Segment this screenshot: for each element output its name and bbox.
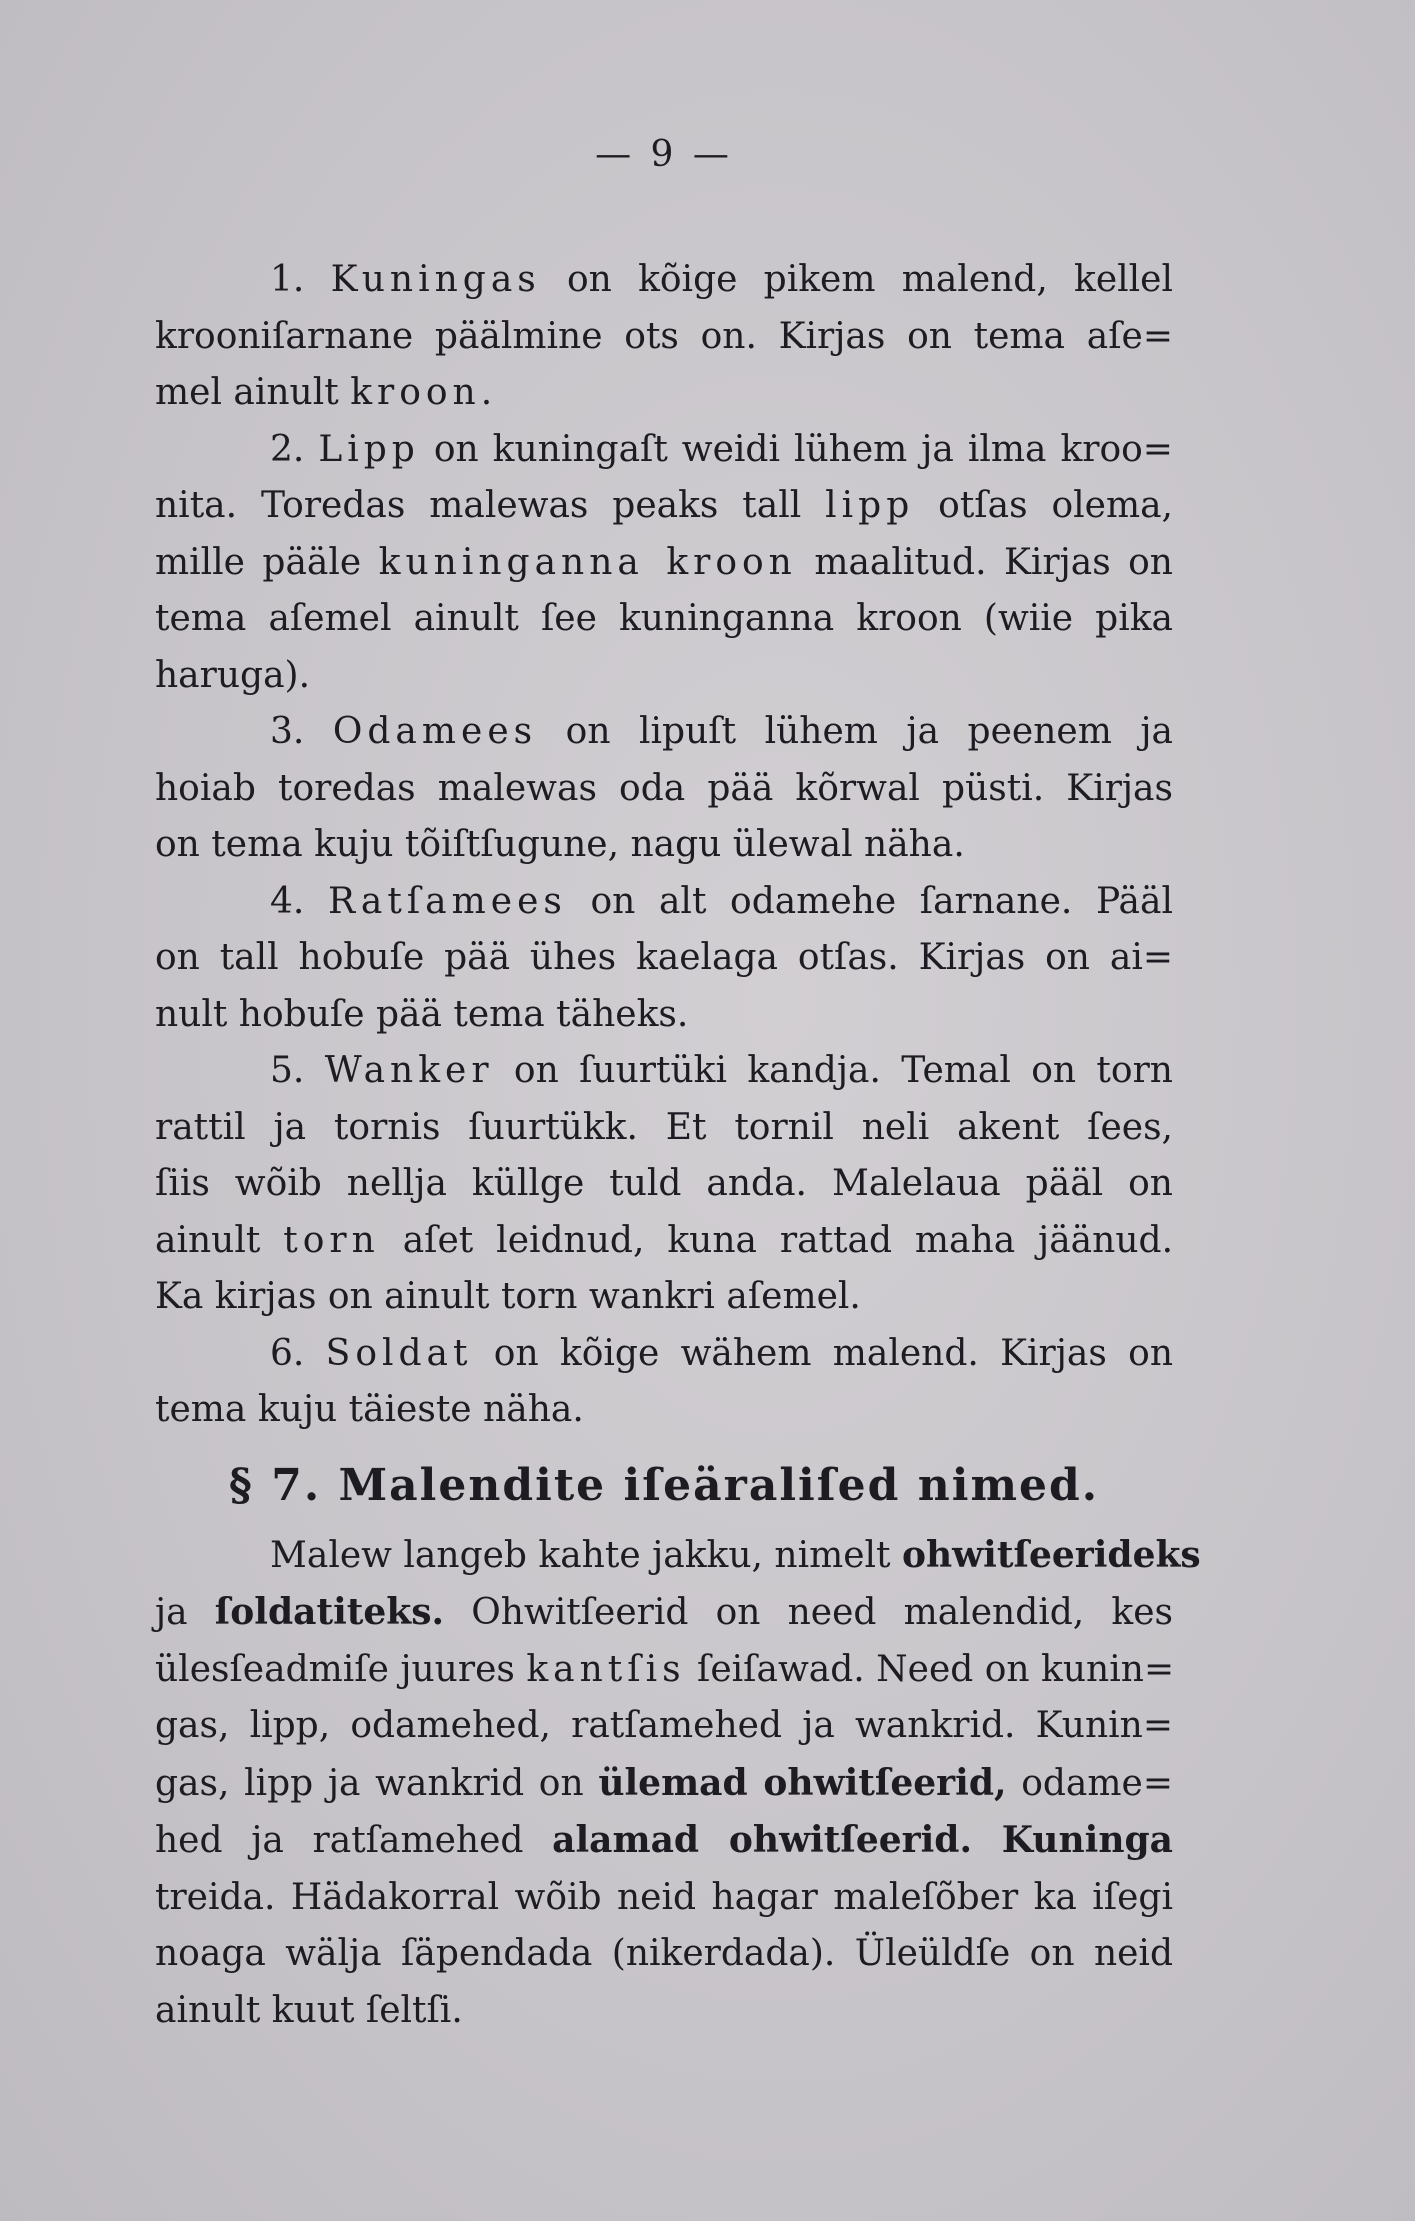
- term-ulemad-ohwitseerid: ülemad ohwitſeerid,: [598, 1761, 1007, 1804]
- term-ohwitseerideks: ohwitſeerideks: [901, 1533, 1201, 1576]
- paragraph-odamees: [155, 704, 1173, 874]
- text-line: Ka kirjas on ainult torn wankri aſemel.: [155, 1276, 861, 1317]
- paragraph-soldat: [155, 1326, 1173, 1439]
- text-line: ainult kuut ſeltſi.: [155, 1989, 463, 2031]
- text-line: noaga wälja ſäpendada (nikerdada). Üleüldſe on neid: [155, 1933, 1173, 1974]
- text-line: 6. Soldat on kõige wähem malend. Kirjas on: [270, 1332, 1173, 1374]
- term-alamad-ohwitseerid: alamad ohwitſeerid. Kuninga: [552, 1819, 1173, 1861]
- text-line: ja ſoldatiteks. Ohwitſeerid on need malendid, kes: [155, 1591, 1174, 1633]
- text-line: nult hobuſe pää tema täheks.: [155, 993, 689, 1035]
- paragraph-wanker: [155, 1043, 1173, 1326]
- text-line: treida. Hädakorral wõib neid hagar maleſõber ka iſegi: [155, 1876, 1173, 1918]
- text-line: on tema kuju tõiſtſugune, nagu ülewal näha.: [155, 824, 965, 865]
- text-line: hoiab toredas malewas oda pää kõrwal püsti. Kirjas: [155, 767, 1173, 809]
- text-line: 2. Lipp on kuningaſt weidi lühem ja ilma kroo=: [270, 428, 1173, 470]
- paragraph-ratsamees: [155, 874, 1173, 1044]
- text-line: on tall hobuſe pää ühes kaelaga otſas. Kirjas on ai=: [155, 937, 1173, 978]
- text-line: nita. Toredas malewas peaks tall lipp otſas olema,: [155, 485, 1173, 526]
- term-torn: torn: [283, 1219, 380, 1261]
- text-line: 5. Wanker on ſuurtüki kandja. Temal on torn: [270, 1050, 1173, 1091]
- paragraph-lipp: [155, 422, 1173, 705]
- term-kuninganna-kroon: kuninganna kroon: [378, 541, 797, 583]
- text-line: haruga).: [155, 654, 311, 696]
- term-kuningas: Kuningas: [330, 259, 541, 300]
- text-line: tema aſemel ainult ſee kuninganna kroon (wiie pika: [155, 598, 1173, 639]
- paragraph-section-7: [155, 1527, 1201, 2040]
- text-line: krooniſarnane päälmine ots on. Kirjas on tema aſe=: [155, 315, 1173, 357]
- text-line: 4. Ratſamees on alt odamehe ſarnane. Pääl: [270, 880, 1173, 922]
- term-ratsamees: Ratſamees: [327, 880, 567, 922]
- term-kantsis: kantſis: [526, 1648, 686, 1690]
- text-line: gas, lipp, odamehed, ratſamehed ja wankrid. Kunin=: [155, 1705, 1173, 1746]
- text-line: hed ja ratſamehed alamad ohwitſeerid. Kuninga: [155, 1819, 1173, 1861]
- text-line: ainult torn aſet leidnud, kuna rattad maha jäänud.: [155, 1219, 1174, 1261]
- text-line: mille pääle kuninganna kroon maalitud. Kirjas on: [155, 541, 1173, 583]
- text-line: tema kuju täieste näha.: [155, 1389, 584, 1430]
- term-soldatiteks: ſoldatiteks.: [214, 1591, 445, 1633]
- text-line: mel ainult kroon.: [155, 372, 498, 413]
- text-line: 1. Kuningas on kõige pikem malend, kellel: [270, 259, 1173, 300]
- text-line: 3. Odamees on lipuſt lühem ja peenem ja: [270, 711, 1173, 752]
- paragraph-kuningas: [155, 252, 1173, 422]
- term-odamees: Odamees: [332, 711, 538, 752]
- text-line: gas, lipp ja wankrid on ülemad ohwitſeerid, odame=: [155, 1761, 1173, 1804]
- text-line: ſiis wõib nellja küllge tuld anda. Malelaua pääl on: [155, 1163, 1173, 1204]
- text-line: ülesſeadmiſe juures kantſis ſeiſawad. Need on kunin=: [155, 1648, 1175, 1690]
- book-page: [155, 120, 1201, 2039]
- page-number: — 9 —: [595, 134, 733, 175]
- text-line: Malew langeb kahte jakku, nimelt ohwitſeerideks: [270, 1533, 1201, 1576]
- term-soldat: Soldat: [325, 1332, 473, 1374]
- term-lipp: Lipp: [318, 428, 420, 470]
- section-heading: § 7. Malendite iſeäraliſed nimed.: [228, 1459, 1100, 1511]
- term-wanker: Wanker: [324, 1050, 494, 1091]
- term-kroon: kroon.: [350, 372, 498, 413]
- text-line: rattil ja tornis ſuurtükk. Et tornil neli akent ſees,: [155, 1106, 1173, 1148]
